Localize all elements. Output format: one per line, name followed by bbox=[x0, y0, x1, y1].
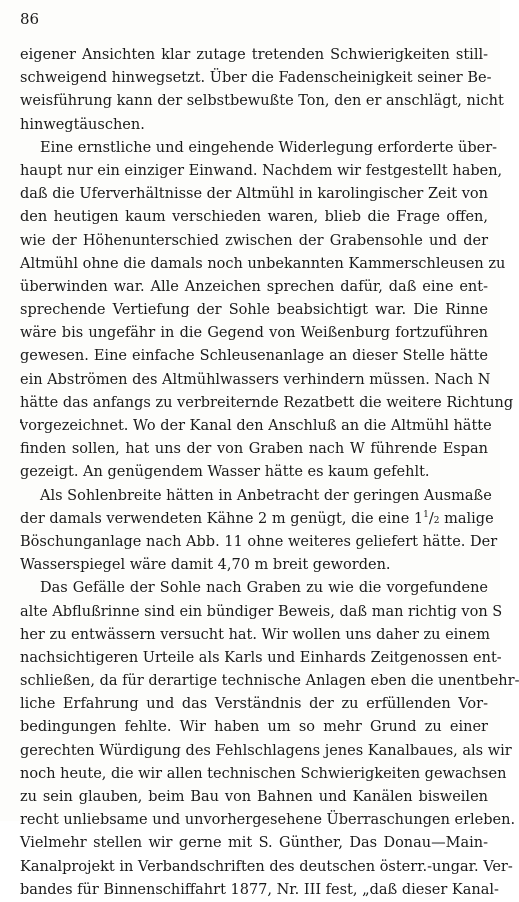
text-line: noch heute, die wir allen technischen Schwierigkeiten gewachsen bbox=[20, 765, 507, 782]
text-line: schließen, da für derartige technische Anlagen eben die unentbehr- bbox=[20, 673, 519, 690]
text-line: recht unliebsame und unvorhergesehene Überraschungen erleben. bbox=[20, 812, 516, 829]
text-line: liche Erfahrung und das Verständnis der zu erfüllenden Vor- bbox=[20, 696, 488, 713]
text-line: den heutigen kaum verschieden waren, blieb die Frage offen, bbox=[20, 209, 488, 226]
text-line: Vielmehr stellen wir gerne mit S. Günther, Das Donau—Main- bbox=[20, 835, 488, 852]
text-line: her zu entwässern versucht hat. Wir wollen uns daher zu einem bbox=[20, 626, 490, 643]
text-line: der damals verwendeten Kähne 2 m genügt, die eine $1^1/2$ malige bbox=[20, 509, 494, 527]
text-line: Das Gefälle der Sohle nach Graben zu wie die vorgefundene bbox=[40, 580, 488, 597]
body-text bbox=[20, 44, 519, 902]
text-line: haupt nur ein einziger Einwand. Nachdem wir festgestellt haben, bbox=[20, 162, 503, 179]
text-line: Kanalprojekt in Verbandschriften des deutschen österr.-ungar. Ver- bbox=[20, 858, 513, 875]
text-line: schweigend hinwegsetzt. Über die Fadenscheinigkeit seiner Be- bbox=[20, 70, 492, 87]
text-line: Als Sohlenbreite hätten in Anbetracht der geringen Ausmaße bbox=[40, 487, 492, 504]
text-line: bandes für Binnenschiffahrt 1877, Nr. III fest, „daß dieser Kanal- bbox=[20, 881, 499, 898]
page-number: 86 bbox=[20, 10, 40, 28]
text-line: finden sollen, hat uns der von Graben nach W führende Espan bbox=[20, 441, 488, 458]
text-line: Wasserspiegel wäre damit 4,70 m breit geworden. bbox=[20, 557, 391, 574]
text-line: gerechten Würdigung des Fehlschlagens jenes Kanalbaues, als wir bbox=[20, 742, 512, 759]
text-line: bedingungen fehlte. Wir haben um so mehr Grund zu einer bbox=[20, 719, 488, 736]
text-line: hätte das anfangs zu verbreiternde Rezatbett die weitere Richtung bbox=[20, 394, 514, 411]
text-line: sprechende Vertiefung der Sohle beabsichtigt war. Die Rinne bbox=[20, 302, 488, 319]
text-line: hinwegtäuschen. bbox=[20, 116, 145, 133]
text-line: Altmühl ohne die damals noch unbekannten Kammerschleusen zu bbox=[20, 255, 506, 272]
text-line: Böschunganlage nach Abb. 11 ohne weiteres geliefert hätte. Der bbox=[20, 533, 498, 550]
text-line: wie der Höhenunterschied zwischen der Grabensohle und der bbox=[20, 232, 488, 249]
text-line: zu sein glauben, beim Bau von Bahnen und Kanälen bisweilen bbox=[20, 789, 488, 805]
text-line: nachsichtigeren Urteile als Karls und Einhards Zeitgenossen ent- bbox=[20, 649, 502, 666]
text-line: weisführung kann der selbstbewußte Ton, den er anschlägt, nicht bbox=[20, 93, 504, 110]
text-line: gewesen. Eine einfache Schleusenanlage an dieser Stelle hätte bbox=[20, 348, 488, 365]
text-line: Eine ernstliche und eingehende Widerlegung erforderte über- bbox=[40, 139, 498, 156]
text-line: gezeigt. An genügendem Wasser hätte es kaum gefehlt. bbox=[20, 464, 430, 481]
text-line: vorgezeichnet. Wo der Kanal den Anschluß an die Altmühl hätte bbox=[20, 418, 492, 434]
text-line: überwinden war. Alle Anzeichen sprechen dafür, daß eine ent- bbox=[20, 278, 488, 295]
text-line: ein Abströmen des Altmühlwassers verhindern müssen. Nach N bbox=[20, 371, 491, 388]
text-line: wäre bis ungefähr in die Gegend von Weißenburg fortzuführen bbox=[20, 325, 488, 342]
text-line: daß die Uferverhältnisse der Altmühl in karolingischer Zeit von bbox=[20, 186, 488, 203]
text-line: alte Abflußrinne sind ein bündiger Beweis, daß man richtig von S bbox=[20, 603, 503, 620]
text-line: eigener Ansichten klar zutage tretenden Schwierigkeiten still- bbox=[20, 47, 488, 63]
